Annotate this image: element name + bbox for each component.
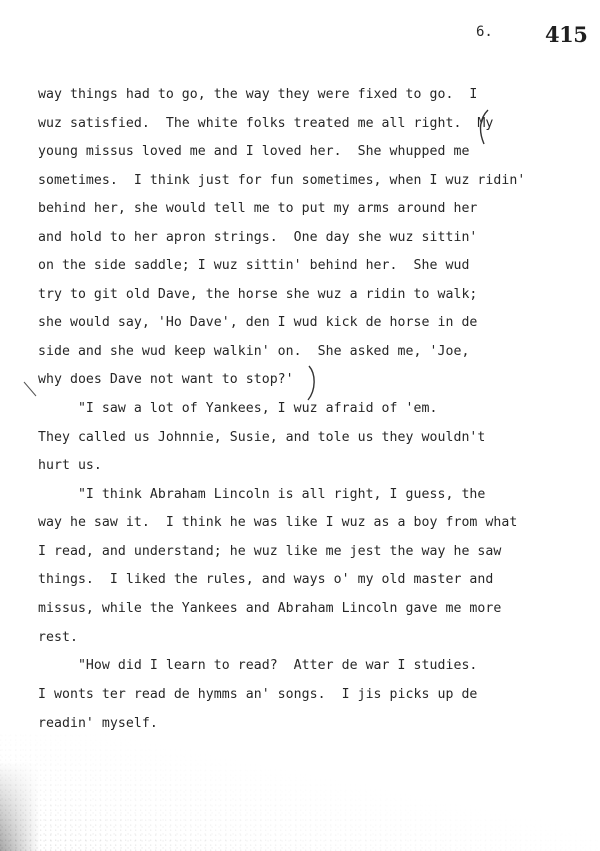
text-line: why does Dave not want to stop?' — [38, 372, 294, 387]
text-line: rest. — [38, 630, 78, 645]
text-line: "How did I learn to read? Atter de war I studies. — [38, 658, 478, 673]
stamped-page-number: 415 — [545, 22, 588, 47]
text-line: on the side saddle; I wuz sittin' behind her. She wud — [38, 258, 470, 273]
text-line: I read, and understand; he wuz like me jest the way he saw — [38, 544, 502, 559]
scan-edge-shadow — [0, 761, 40, 851]
text-line: way he saw it. I think he was like I wuz as a boy from what — [38, 515, 518, 530]
text-line: way things had to go, the way they were fixed to go. I — [38, 87, 478, 102]
text-line: They called us Johnnie, Susie, and tole us they wouldn't — [38, 430, 486, 445]
scan-noise — [0, 731, 600, 851]
text-line: side and she wud keep walkin' on. She asked me, 'Joe, — [38, 344, 470, 359]
typed-page-number: 6. — [476, 24, 493, 40]
text-line: readin' myself. — [38, 716, 158, 731]
text-line: she would say, 'Ho Dave', den I wud kick de horse in de — [38, 315, 478, 330]
text-line: "I think Abraham Lincoln is all right, I guess, the — [38, 487, 486, 502]
text-line: I wonts ter read de hymms an' songs. I jis picks up de — [38, 687, 478, 702]
text-line: "I saw a lot of Yankees, I wuz afraid of 'em. — [38, 401, 438, 416]
text-line: hurt us. — [38, 458, 102, 473]
text-line: and hold to her apron strings. One day she wuz sittin' — [38, 230, 478, 245]
text-line: young missus loved me and I loved her. She whupped me — [38, 144, 470, 159]
text-line: behind her, she would tell me to put my arms around her — [38, 201, 478, 216]
text-line: wuz satisfied. The white folks treated me all right. My — [38, 116, 494, 131]
text-line: sometimes. I think just for fun sometimes, when I wuz ridin' — [38, 173, 526, 188]
text-line: try to git old Dave, the horse she wuz a ridin to walk; — [38, 287, 478, 302]
close-paren-mark — [304, 364, 320, 402]
text-line: missus, while the Yankees and Abraham Lincoln gave me more — [38, 601, 502, 616]
text-line: things. I liked the rules, and ways o' my old master and — [38, 572, 494, 587]
